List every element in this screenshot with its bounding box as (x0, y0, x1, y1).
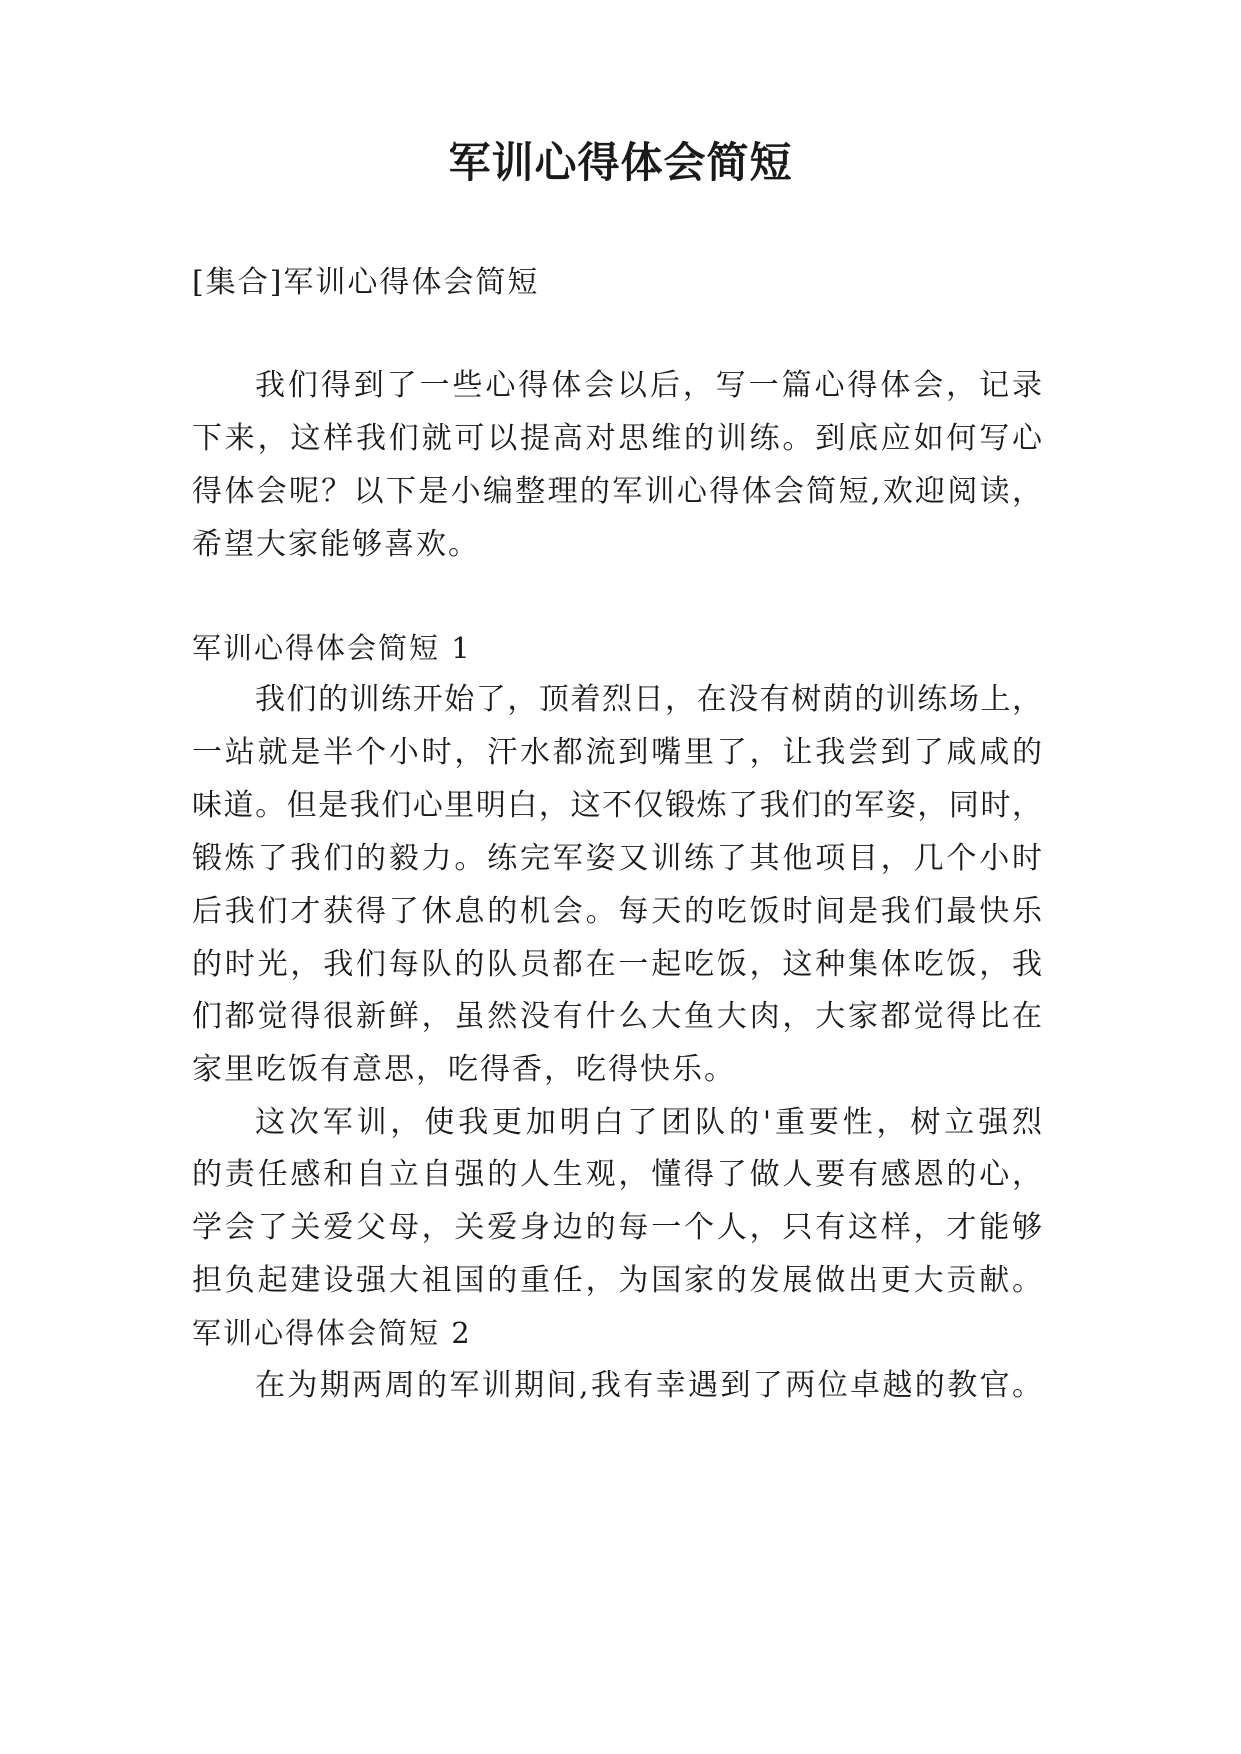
section-heading: 军训心得体会简短 2 (192, 1316, 472, 1350)
body-line: 家里吃饭有意思，吃得香，吃得快乐。 (192, 1052, 736, 1087)
intro-line: 得体会呢？以下是小编整理的军训心得体会简短,欢迎阅读， (192, 474, 1042, 509)
body-line: 学会了关爱父母，关爱身边的每一个人，只有这样，才能够 (192, 1210, 1042, 1245)
body-line: 的责任感和自立自强的人生观，懂得了做人要有感恩的心， (192, 1157, 1042, 1192)
section-heading: 军训心得体会简短 1 (192, 631, 472, 665)
body-line: 在为期两周的军训期间,我有幸遇到了两位卓越的教官。 (255, 1368, 1042, 1403)
body-line: 的时光，我们每队的队员都在一起吃饭，这种集体吃饭，我 (192, 947, 1042, 982)
document-subtitle: [集合]军训心得体会简短 (192, 265, 540, 300)
body-line: 这次军训，使我更加明白了团队的'重要性，树立强烈 (255, 1105, 1042, 1140)
body-line: 们都觉得很新鲜，虽然没有什么大鱼大肉，大家都觉得比在 (192, 999, 1042, 1034)
body-line: 一站就是半个小时，汗水都流到嘴里了，让我尝到了咸咸的 (192, 735, 1042, 770)
body-line: 后我们才获得了休息的机会。每天的吃饭时间是我们最快乐 (192, 894, 1042, 929)
document-title: 军训心得体会简短 (448, 138, 793, 187)
body-line: 我们的训练开始了，顶着烈日，在没有树荫的训练场上， (255, 682, 1042, 717)
intro-line: 下来，这样我们就可以提高对思维的训练。到底应如何写心 (192, 421, 1042, 456)
body-line: 味道。但是我们心里明白，这不仅锻炼了我们的军姿，同时， (192, 788, 1042, 823)
body-line: 担负起建设强大祖国的重任，为国家的发展做出更大贡献。 (192, 1263, 1042, 1298)
body-line: 锻炼了我们的毅力。练完军姿又训练了其他项目，几个小时 (192, 841, 1042, 876)
intro-line: 希望大家能够喜欢。 (192, 527, 480, 562)
intro-line: 我们得到了一些心得体会以后，写一篇心得体会，记录 (255, 368, 1042, 403)
